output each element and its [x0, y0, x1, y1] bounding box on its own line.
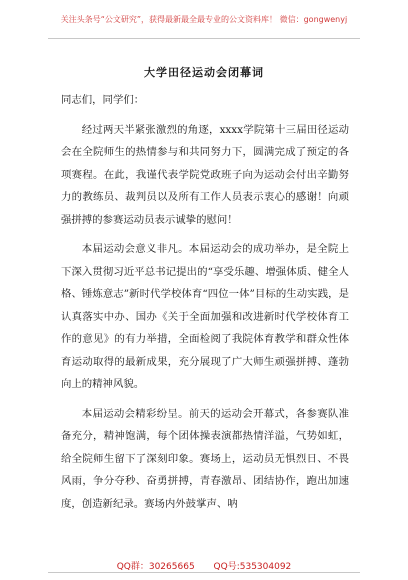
- paragraph-1: 经过两天半紧张激烈的角逐，xxxx学院第十三届田径运动会在全院师生的热情参与和共同努力下，圆满完成了预定的各项赛程。在此，我谨代表学院党政班子向为运动会付出辛勤努力的教练员、裁判员以及所有工作人员表示衷心的感谢！向顽强拼搏的参赛运动员表示诚挚的慰问！: [61, 123, 349, 226]
- document-body: [61, 89, 349, 522]
- paragraph-2: 本届运动会意义非凡。本届运动会的成功举办，是全院上下深入贯彻习近平总书记提出的“享受乐趣、增强体质、健全人格、锤炼意志”新时代学校体育“四位一体”目标的生动实践，是认真落实中办、国办《关于全面加强和改进新时代学校体育工作的意见》的有力举措，全面检阅了我院体育教学和群众性体育运动取得的最新成果，充分展现了广大师生顽强拼搏、蓬勃向上的精神风貌。: [61, 243, 349, 390]
- qq-number-text: QQ号:535304092: [213, 562, 292, 572]
- footer-divider: [48, 572, 360, 573]
- document-title: 大学田径运动会闭幕词: [144, 66, 264, 79]
- salutation: 同志们，同学们：: [61, 94, 145, 106]
- header-divider: [48, 38, 360, 39]
- qq-group-text: QQ群：30265665: [116, 562, 195, 572]
- promo-header: 关注头条号“公文研究”，获得最新最全最专业的公文资料库！ 微信：gongwenyj: [60, 15, 348, 24]
- contact-footer: [0, 559, 408, 572]
- paragraph-3: 本届运动会精彩纷呈。前天的运动会开幕式，各参赛队准备充分，精神饱满，每个团体操表演都热情洋溢，气势如虹，给全院师生留下了深刻印象。赛场上，运动员无惧烈日、不畏风雨，争分夺秒、奋勇拼搏，青春激昂、团结协作，跑出加速度，创造新纪录。赛场内外鼓掌声、呐: [61, 407, 349, 510]
